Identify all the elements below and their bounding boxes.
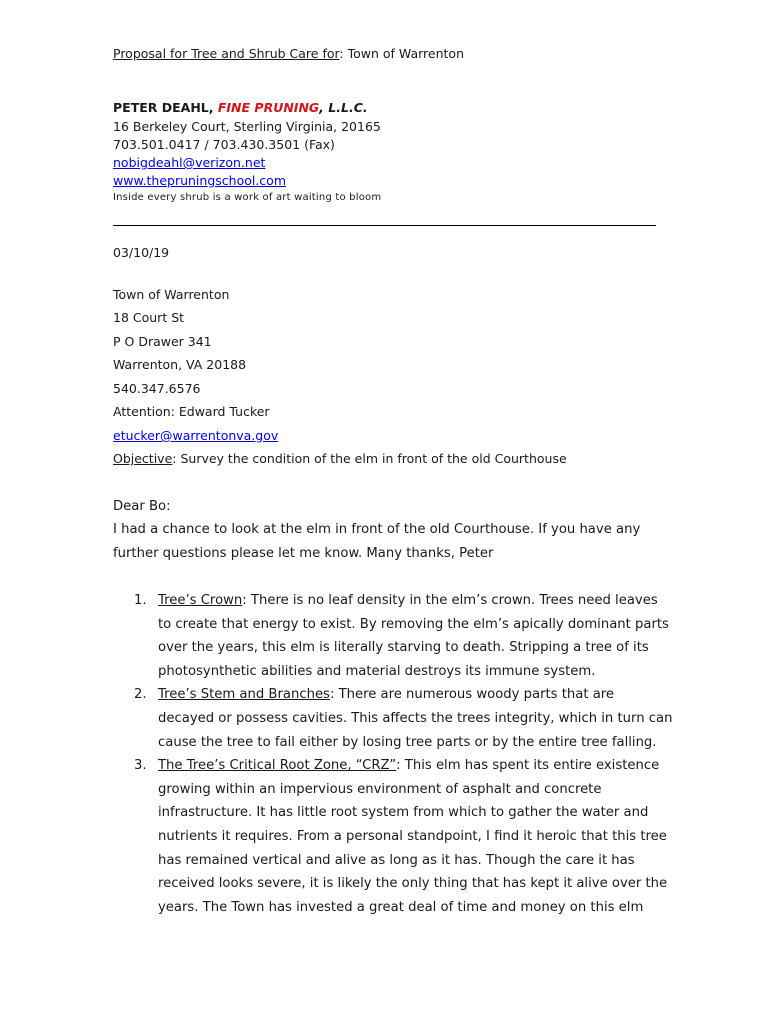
company-owner: PETER DEAHL, <box>113 100 218 115</box>
list-item-text: : This elm has spent its entire existence growing within an impervious environment of asphalt and concrete infrastructure. It has little root system from which to gather the water and nutrients it requires. From a personal standpoint, I find it heroic that this tree has remained vertical and alive as long as it has. Though the care it has received looks severe, it is likely the only thing that has kept it alive over the years. The Town has invested a great deal of time and money on this elm <box>158 758 668 915</box>
company-heading <box>113 100 368 115</box>
company-email-link[interactable]: nobigdeahl@verizon.net <box>113 155 266 170</box>
list-item <box>113 589 673 683</box>
list-item <box>113 754 673 919</box>
company-business-suffix: , L.L.C. <box>319 100 368 115</box>
proposal-separator: : <box>339 46 348 61</box>
salutation: Dear Bo: <box>113 499 171 514</box>
recipient-city: Warrenton, VA 20188 <box>113 357 247 372</box>
company-phones: 703.501.0417 / 703.430.3501 (Fax) <box>113 137 335 152</box>
proposal-client: Town of Warrenton <box>347 46 464 61</box>
list-item-title: Tree’s Stem and Branches <box>158 687 330 703</box>
list-item-title: The Tree’s Critical Root Zone, “CRZ” <box>158 758 397 774</box>
proposal-label: Proposal for Tree and Shrub Care for <box>113 46 340 61</box>
company-address: 16 Berkeley Court, Sterling Virginia, 20165 <box>113 119 381 134</box>
list-item-number: 2. <box>134 687 147 703</box>
list-item-number: 3. <box>134 758 147 774</box>
recipient-name: Town of Warrenton <box>113 287 230 302</box>
recipient-po-box: P O Drawer 341 <box>113 334 212 349</box>
company-business-name: FINE PRUNING <box>217 100 320 115</box>
findings-list <box>113 589 673 919</box>
company-website-link[interactable]: www.thepruningschool.com <box>113 173 287 188</box>
header-divider <box>113 225 656 226</box>
letter-date: 03/10/19 <box>113 245 170 260</box>
recipient-email-link[interactable]: etucker@warrentonva.gov <box>113 428 279 443</box>
recipient-attention: Attention: Edward Tucker <box>113 404 270 419</box>
list-item-number: 1. <box>134 593 147 608</box>
list-item-title: Tree’s Crown <box>158 593 243 608</box>
recipient-street: 18 Court St <box>113 310 185 325</box>
objective-text: : Survey the condition of the elm in front of the old Courthouse <box>172 451 567 466</box>
company-tagline: Inside every shrub is a work of art waiting to bloom <box>113 192 382 203</box>
list-item-text: : There is no leaf density in the elm’s crown. Trees need leaves to create that energy to exist. By removing the elm’s apically dominant parts over the years, this elm is literally starving to death. Stripping a tree of its photosynthetic abilities and material destroys its immune system. <box>158 593 669 679</box>
intro-line-2: further questions please let me know. Many thanks, Peter <box>113 546 494 561</box>
objective-line <box>113 451 567 466</box>
proposal-line <box>113 46 464 61</box>
intro-line-1: I had a chance to look at the elm in front of the old Courthouse. If you have any <box>113 522 641 537</box>
objective-label: Objective <box>113 451 173 466</box>
list-item-text: : There are numerous woody parts that are decayed or possess cavities. This affects the trees integrity, which in turn can cause the tree to fail either by losing tree parts or by the entire tree falling. <box>158 687 673 750</box>
list-item <box>113 683 673 754</box>
recipient-phone: 540.347.6576 <box>113 381 201 396</box>
